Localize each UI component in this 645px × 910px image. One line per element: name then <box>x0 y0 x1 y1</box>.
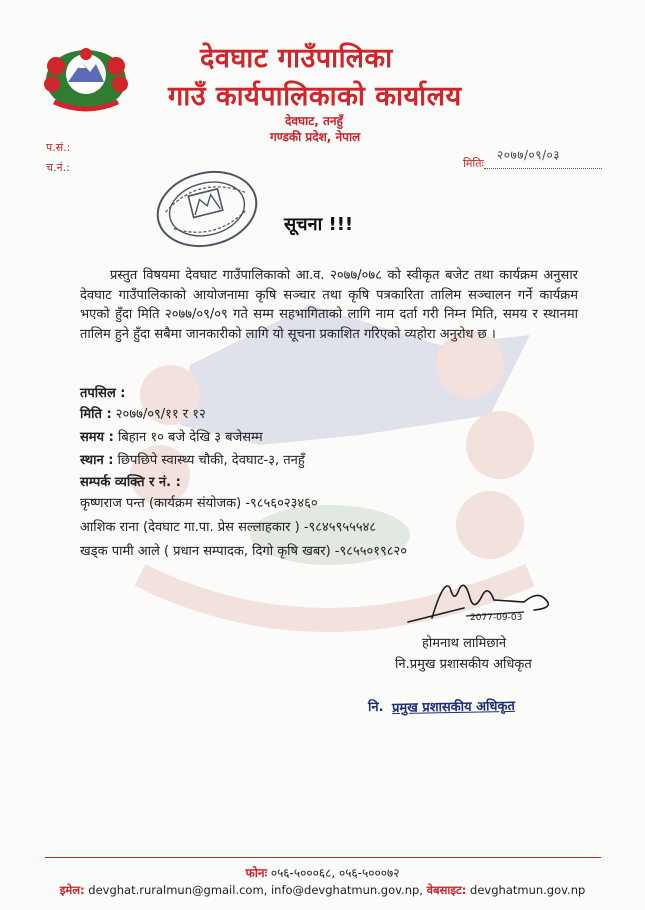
event-place-row <box>80 450 305 468</box>
signatory-name: होमनाथ लामिछाने <box>422 636 507 651</box>
event-date-label: मिति : <box>80 407 112 422</box>
email-value: devghat.ruralmun@gmail.com, info@devghatmun.gov.np, <box>88 883 423 897</box>
contact-person-1: कृष्णराज पन्त (कार्यक्रम संयोजक) -९८५६०२३४६० <box>80 496 318 511</box>
phone-value: ०५६-५०००६८, ०५६-५०००७२ <box>270 866 400 880</box>
footer-contact <box>0 883 645 898</box>
footer-divider <box>45 857 601 858</box>
nepal-emblem-icon <box>42 42 130 114</box>
website-value: devghatmun.gov.np <box>470 883 586 897</box>
org-address-line1: देवघाट, तनहुँ <box>285 114 343 128</box>
date-value: २०७७/०९/०३ <box>497 148 561 162</box>
dispatch-number-label: च.नं.: <box>46 161 70 174</box>
event-place-value: छिपछिपे स्वास्थ्य चौकी, देवघाट-३, तनहुँ <box>117 453 305 468</box>
notice-title: सूचना !!! <box>284 214 354 235</box>
website-label: वेबसाइट: <box>426 883 467 897</box>
email-label: इमेल: <box>59 883 85 897</box>
phone-label: फोनः <box>245 866 267 880</box>
org-name-line2: गाउँ कार्यपालिकाको कार्यालय <box>168 81 462 112</box>
reference-number-label: प.सं.: <box>46 141 71 154</box>
event-time-value: बिहान १० बजे देखि ३ बजेसम्म <box>117 430 263 445</box>
handwritten-signature-icon <box>404 568 564 630</box>
event-time-label: समय : <box>80 430 114 445</box>
notice-paragraph-text: प्रस्तुत विषयमा देवघाट गाउँपालिकाको आ.व. २०७७/०७८ को स्वीकृत बजेट तथा कार्यक्रम अनुसार देवघाट गाउँपालिकाको आयोजनामा कृषि सञ्चार तथा कृषि पत्रकारिता तालिम सञ्चालन गर्ने कार्यक्रम भएको हुँदा मिति २०७७/०९/०९ गते सम्म सहभागिताको लागि नाम दर्ता गरी निम्न मिति, समय र स्थानमा तालिम हुने हुँदा सबैमा जानकारीको लागि यो सूचना प्रकाशित गरिएको व्यहोरा अनुरोध छ । <box>80 268 578 342</box>
signatory-title: नि.प्रमुख प्रशासकीय अधिकृत <box>395 657 532 672</box>
org-name-line1: देवघाट गाउँपालिका <box>200 43 393 74</box>
notice-paragraph <box>80 266 578 344</box>
contact-person-3: खड्क पामी आले ( प्रधान सम्पादक, दिगो कृषि खबर) -९८५५०१९८२० <box>80 544 408 559</box>
event-place-label: स्थान : <box>80 453 114 468</box>
details-heading: तपसिल : <box>80 386 126 401</box>
event-date-value: २०७७/०९/११ र १२ <box>115 407 206 422</box>
org-address-line2: गण्डकी प्रदेश, नेपाल <box>270 130 361 144</box>
footer-phone <box>0 864 645 881</box>
event-date-row <box>80 404 206 422</box>
office-seal-icon <box>144 156 271 262</box>
contact-person-2: आशिक राना (देवघाट गा.पा. प्रेस सल्लाहकार ) -९८४५९५५५४८ <box>80 520 377 535</box>
designation-stamp: प्रमुख प्रशासकीय अधिकृत <box>391 698 515 717</box>
date-label: मितिः <box>463 157 484 170</box>
contact-heading: सम्पर्क व्यक्ति र नं. : <box>80 475 181 490</box>
stamp-prefix: नि. <box>368 700 384 715</box>
event-time-row <box>80 427 263 445</box>
svg-text:2077-09-03: 2077-09-03 <box>470 613 523 623</box>
